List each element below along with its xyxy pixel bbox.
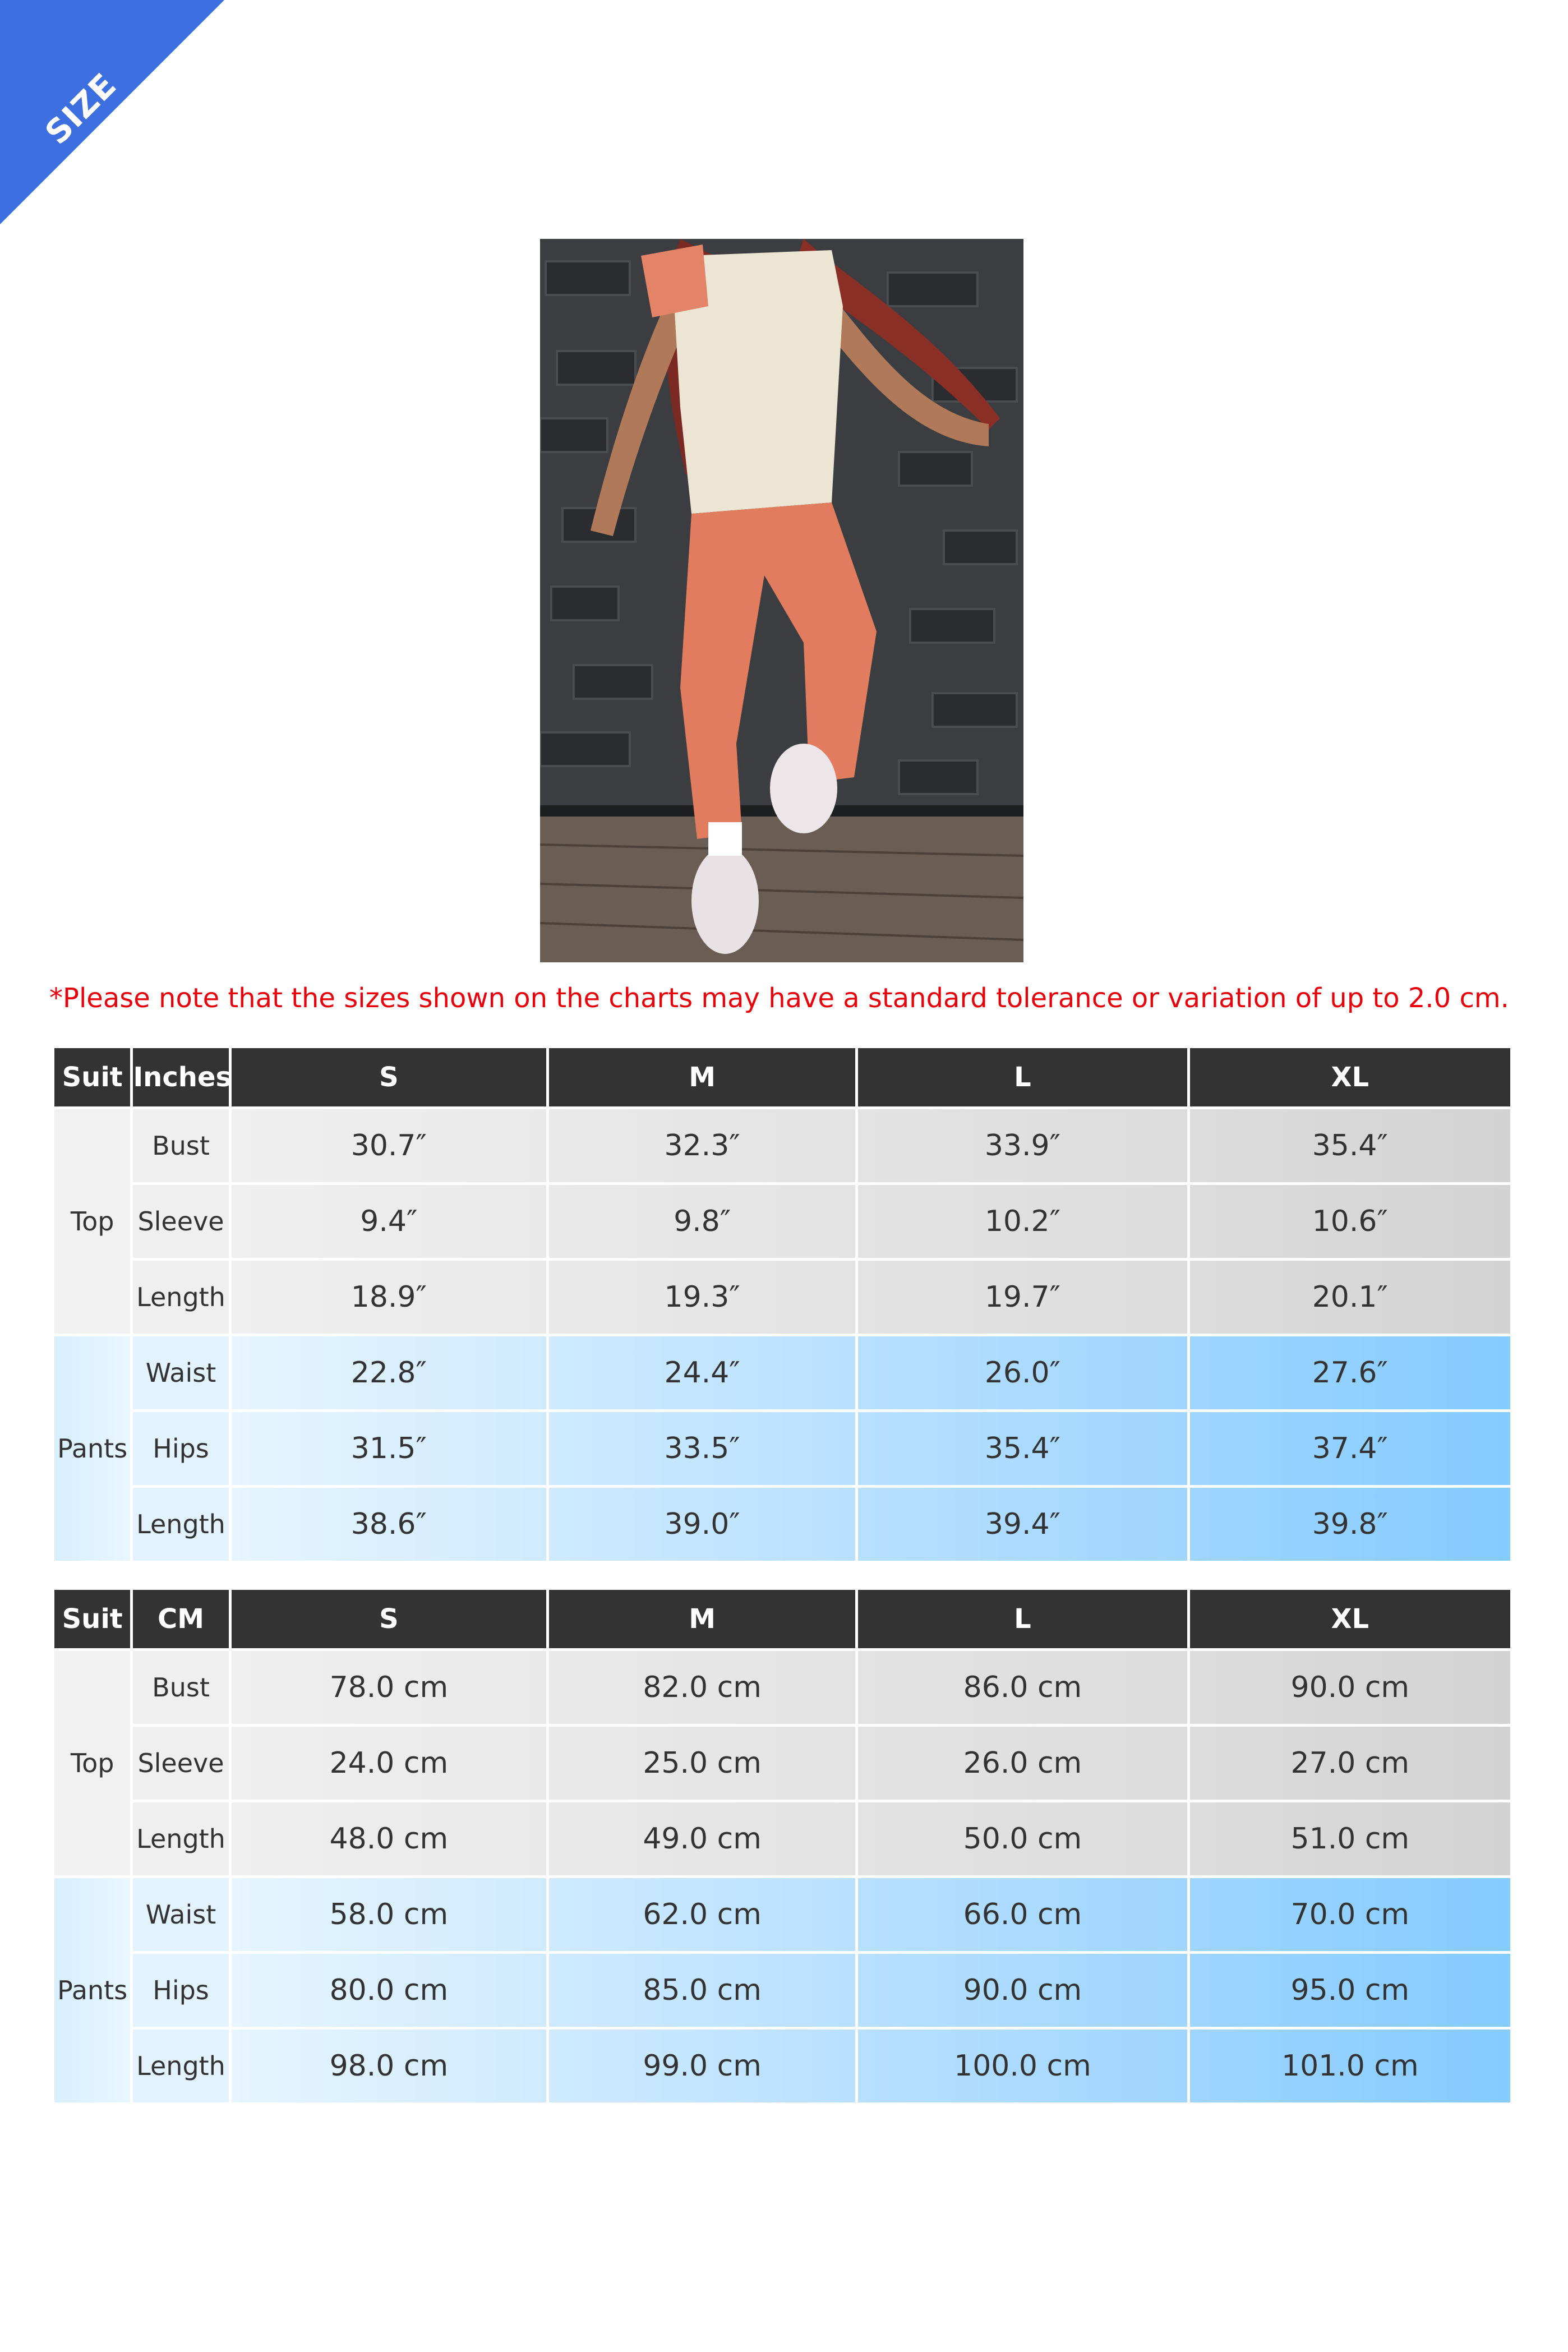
table-row — [54, 1727, 1510, 1800]
table-cell: 82.0 cm — [549, 1651, 855, 1724]
ribbon-label: SIZE CHART — [38, 66, 165, 193]
table-row — [54, 1185, 1510, 1258]
row-label: Waist — [133, 1878, 228, 1951]
row-label: Bust — [133, 1651, 228, 1724]
product-photo-illustration — [540, 239, 1023, 962]
table-cell: 20.1″ — [1190, 1261, 1510, 1334]
table-cell: 66.0 cm — [858, 1878, 1187, 1951]
table-cell: 70.0 cm — [1190, 1878, 1510, 1951]
table-cell: 39.8″ — [1190, 1488, 1510, 1561]
table-cell: 50.0 cm — [858, 1802, 1187, 1875]
table-cell: 100.0 cm — [858, 2030, 1187, 2102]
table-cell: 90.0 cm — [858, 1954, 1187, 2027]
table-cell: 101.0 cm — [1190, 2030, 1510, 2102]
header-suit: Suit — [54, 1048, 130, 1106]
table-row — [54, 1802, 1510, 1875]
header-size-l: L — [858, 1590, 1187, 1648]
group-label-pants: Pants — [54, 1336, 130, 1561]
table-cell: 99.0 cm — [549, 2030, 855, 2102]
header-size-s: S — [232, 1048, 546, 1106]
table-row — [54, 1954, 1510, 2027]
table-row — [54, 1651, 1510, 1724]
row-label: Hips — [133, 1412, 228, 1485]
table-row — [54, 1488, 1510, 1561]
table-cell: 90.0 cm — [1190, 1651, 1510, 1724]
table-cell: 35.4″ — [1190, 1109, 1510, 1182]
row-label: Length — [133, 1261, 228, 1334]
table-cell: 22.8″ — [232, 1336, 546, 1409]
table-cell: 9.8″ — [549, 1185, 855, 1258]
table-cell: 26.0″ — [858, 1336, 1187, 1409]
header-size-m: M — [549, 1048, 855, 1106]
header-unit: Inches — [133, 1048, 228, 1106]
table-cell: 39.4″ — [858, 1488, 1187, 1561]
table-cell: 78.0 cm — [232, 1651, 546, 1724]
table-header-row — [54, 1590, 1510, 1648]
group-label-pants: Pants — [54, 1878, 130, 2102]
header-unit: CM — [133, 1590, 228, 1648]
product-photo — [540, 239, 1023, 962]
table-cell: 19.7″ — [858, 1261, 1187, 1334]
table-cell: 95.0 cm — [1190, 1954, 1510, 2027]
row-label: Waist — [133, 1336, 228, 1409]
table-cell: 33.5″ — [549, 1412, 855, 1485]
table-cell: 58.0 cm — [232, 1878, 546, 1951]
table-cell: 19.3″ — [549, 1261, 855, 1334]
table-row — [54, 1878, 1510, 1951]
header-suit: Suit — [54, 1590, 130, 1648]
header-size-xl: XL — [1190, 1590, 1510, 1648]
table-cell: 26.0 cm — [858, 1727, 1187, 1800]
table-cell: 80.0 cm — [232, 1954, 546, 2027]
table-row — [54, 2030, 1510, 2102]
row-label: Length — [133, 1488, 228, 1561]
table-cell: 62.0 cm — [549, 1878, 855, 1951]
table-cell: 27.0 cm — [1190, 1727, 1510, 1800]
table-cell: 24.4″ — [549, 1336, 855, 1409]
table-cell: 30.7″ — [232, 1109, 546, 1182]
table-cell: 32.3″ — [549, 1109, 855, 1182]
table-cell: 24.0 cm — [232, 1727, 546, 1800]
row-label: Sleeve — [133, 1185, 228, 1258]
row-label: Length — [133, 1802, 228, 1875]
table-cell: 33.9″ — [858, 1109, 1187, 1182]
header-size-m: M — [549, 1590, 855, 1648]
table-row — [54, 1109, 1510, 1182]
row-label: Bust — [133, 1109, 228, 1182]
row-label: Length — [133, 2030, 228, 2102]
size-table-cm — [52, 1587, 1513, 2105]
table-row — [54, 1336, 1510, 1409]
table-row — [54, 1412, 1510, 1485]
header-size-xl: XL — [1190, 1048, 1510, 1106]
table-cell: 98.0 cm — [232, 2030, 546, 2102]
table-cell: 86.0 cm — [858, 1651, 1187, 1724]
table-row — [54, 1261, 1510, 1334]
table-header-row — [54, 1048, 1510, 1106]
table-cell: 31.5″ — [232, 1412, 546, 1485]
table-cell: 27.6″ — [1190, 1336, 1510, 1409]
header-size-l: L — [858, 1048, 1187, 1106]
table-cell: 10.2″ — [858, 1185, 1187, 1258]
group-label-top: Top — [54, 1651, 130, 1875]
table-cell: 37.4″ — [1190, 1412, 1510, 1485]
table-cell: 9.4″ — [232, 1185, 546, 1258]
table-cell: 35.4″ — [858, 1412, 1187, 1485]
header-size-s: S — [232, 1590, 546, 1648]
table-cell: 49.0 cm — [549, 1802, 855, 1875]
row-label: Hips — [133, 1954, 228, 2027]
table-cell: 39.0″ — [549, 1488, 855, 1561]
row-label: Sleeve — [133, 1727, 228, 1800]
table-cell: 10.6″ — [1190, 1185, 1510, 1258]
table-cell: 85.0 cm — [549, 1954, 855, 2027]
tolerance-note: *Please note that the sizes shown on the charts may have a standard tolerance or variation of up to 2.0 cm. — [49, 983, 1509, 1014]
table-cell: 51.0 cm — [1190, 1802, 1510, 1875]
size-chart-ribbon — [0, 0, 224, 224]
table-cell: 18.9″ — [232, 1261, 546, 1334]
table-cell: 25.0 cm — [549, 1727, 855, 1800]
size-table-inches — [52, 1045, 1513, 1564]
group-label-top: Top — [54, 1109, 130, 1334]
table-cell: 38.6″ — [232, 1488, 546, 1561]
table-cell: 48.0 cm — [232, 1802, 546, 1875]
